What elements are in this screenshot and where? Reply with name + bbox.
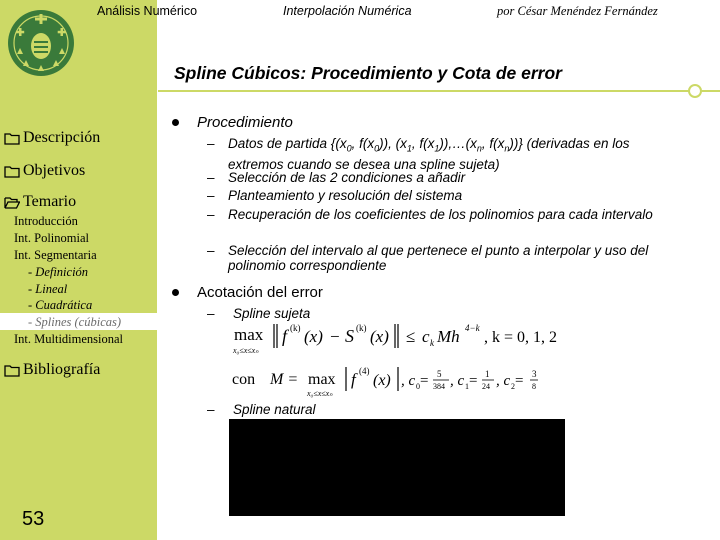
dash-mark: – [207,188,215,203]
page-number: 53 [22,508,45,530]
formula-c2: , c [496,373,511,389]
formula-k-sub: k [430,338,434,348]
dash-mark: – [207,207,215,222]
bullet-dot [172,289,179,296]
formula-tail: , k = 0, 1, 2 [484,329,558,346]
nav-int-segmentaria[interactable]: Int. Segmentaria [14,248,97,262]
bullet-label: Acotación del error [197,284,323,301]
nav-label: Bibliografía [23,361,101,378]
dash-mark: – [207,136,215,151]
sidebar [0,0,157,540]
dash-mark: – [207,170,215,185]
frac-num-0: 5 [437,369,442,379]
dash-mark: – [207,243,215,258]
bullet-procedimiento [172,114,293,131]
university-crest-icon [6,8,76,78]
formula-minus: − [330,327,340,346]
formula-sub2: 2 [511,382,515,391]
folder-open-icon [4,196,20,209]
title-divider [158,90,720,92]
nav-splines-current[interactable]: - Splines (cúbicas) [28,315,122,329]
formula-k-sup: (k) [356,323,367,333]
folder-icon [4,132,20,145]
formula-f: f [351,370,356,389]
nav-introduccion[interactable]: Introducción [14,214,78,228]
proc-item-text: Datos de partida {($x_0$, $f(x_0)$), ($x_1$, $f(x_1)),\dots(x_n$, $f(x_n)$)} (derivadas en los extremos cuando se desea una spline sujeta) [228,136,630,172]
dash-mark: – [207,402,215,417]
formula-c0: , c [401,373,416,389]
nav-objetivos[interactable] [4,162,85,180]
formula-k-sup: (k) [290,323,301,333]
nav-label: Descripción [23,129,101,146]
blacked-out-formula-image [229,419,565,516]
formula-range: x₀≤x≤xₙ [233,346,259,355]
frac-den-2: 8 [532,382,536,391]
title-divider-dot [688,84,702,98]
header-author: por César Menéndez Fernández [497,4,658,18]
formula-f: f [282,326,288,346]
formula-exp: 4−k [465,323,480,333]
frac-den-0: 384 [433,382,445,391]
nav-temario[interactable] [4,193,76,211]
folder-icon [4,165,20,178]
nav-definicion[interactable]: - Definición [28,265,89,279]
formula-mh: Mh [437,327,460,346]
formula-sup4: (4) [359,366,370,376]
nav-label: Objetivos [23,162,86,179]
bullet-acotacion [172,284,323,301]
bullet-dot [172,119,179,126]
spline-sujeta-label: Spline sujeta [233,306,311,321]
nav-int-multidimensional[interactable]: Int. Multidimensional [14,332,124,346]
formula-max: max [308,371,336,388]
formula-max: max [234,325,264,344]
frac-num-1: 1 [485,369,490,379]
proc-item-text: Recuperación de los coeficientes de los polinomios para cada intervalo [228,207,653,222]
formula-x-arg: (x) [370,327,389,346]
nav-cuadratica[interactable]: - Cuadrática [28,298,93,312]
formula-s: S [345,326,354,346]
formula-eq: = [469,373,478,389]
nav-lineal[interactable]: - Lineal [28,282,68,296]
error-bound-formula [230,318,560,358]
proc-item-text: Selección de las 2 condiciones a añadir [228,170,466,185]
slide-title: Spline Cúbicos: Procedimiento y Cota de error [174,63,562,83]
formula-m-eq: M = [270,371,299,388]
dash-mark: – [207,306,215,321]
header-topic: Interpolación Numérica [283,4,412,18]
bullet-label: Procedimiento [197,114,293,131]
formula-con: con [232,371,256,388]
nav-descripcion[interactable] [4,129,100,147]
formula-c1: , c [450,373,465,389]
frac-num-2: 3 [532,369,537,379]
nav-bibliografia[interactable] [4,361,100,379]
header-course: Análisis Numérico [97,4,198,18]
formula-eq: = [420,373,429,389]
frac-den-1: 24 [482,382,490,391]
spline-natural-label: Spline natural [233,402,316,417]
formula-sub0: 0 [416,382,420,391]
formula-sub1: 1 [465,382,469,391]
formula-range: x₀≤x≤xₙ [307,389,333,398]
nav-int-polinomial[interactable]: Int. Polinomial [14,231,89,245]
proc-item-text: Selección del intervalo al que pertenece el punto a interpolar y uso del polinomio correspondiente [228,243,649,273]
proc-item-text: Planteamiento y resolución del sistema [228,188,463,203]
formula-eq: = [515,373,524,389]
formula-x-arg: (x) [304,327,323,346]
nav-label: Temario [23,193,77,210]
folder-icon [4,364,20,377]
formula-x-arg: (x) [373,372,391,389]
formula-le: ≤ [406,327,416,346]
formula-c: c [422,327,430,346]
constants-formula [230,364,570,400]
